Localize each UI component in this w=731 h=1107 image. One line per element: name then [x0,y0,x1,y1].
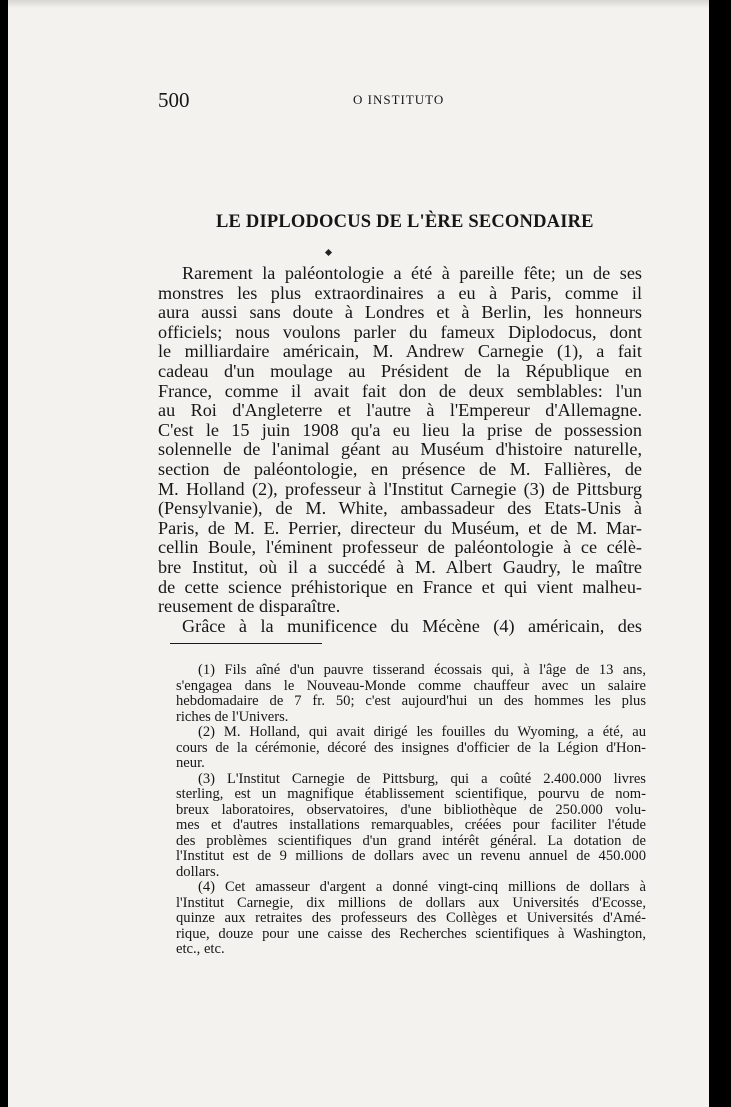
footnote-line: dollars. [176,864,220,880]
footnote-2 [176,725,646,772]
body-line: C'est le 15 juin 1908 qu'a eu lieu la prise de possession [158,420,642,440]
footnote-separator [170,643,322,644]
footnote-line: (4) Cet amasseur d'argent a donné vingt-cinq millions de dollars à [198,880,646,895]
body-line: solennelle de l'animal géant au Muséum d'histoire naturelle, [158,440,642,460]
body-line: monstres les plus extraordinaires a eu à Paris, comme il [158,283,642,303]
footnote-line: l'Institut Carnegie, dix millions de dollars aux Universités d'Ecosse, [176,895,646,911]
body-line: reusement de disparaître. [158,597,341,617]
body-line: au Roi d'Angleterre et l'autre à l'Empereur d'Allemagne. [158,401,642,421]
body-line: officiels; nous voulons parler du fameux Diplodocus, dont [158,322,642,342]
body-line: Paris, de M. E. Perrier, directeur du Muséum, et de M. Mar- [158,518,642,538]
body-line: cellin Boule, l'éminent professeur de paléontologie à ce célè- [158,538,642,558]
footnote-line: (3) L'Institut Carnegie de Pittsburg, qui a coûté 2.400.000 livres [198,771,646,787]
page-number: 500 [158,88,190,112]
footnote-line: neur. [176,756,205,771]
body-line: de cette science préhistorique en France et qui vient malheu- [158,577,642,597]
article-body [158,264,642,636]
footnote-line: sterling, est un magnifique établissement scientifique, pourvu de nom- [176,787,646,802]
body-line: aura aussi sans doute à Londres et à Berlin, les honneurs [158,303,642,323]
footnote-line: riches de l'Univers. [176,709,289,725]
body-line: Rarement la paléontologie a été à pareille fête; un de ses [182,264,642,283]
footnote-line: quinze aux retraites des professeurs des Collèges et Universités d'Amé- [176,911,646,926]
footnote-line: (2) M. Holland, qui avait dirigé les fouilles du Wyoming, a été, au [198,725,646,740]
running-head: O INSTITUTO [353,92,445,107]
footnote-line: des problèmes scientifiques d'un grand intérêt général. La dotation de [176,833,646,849]
footnote-line: cours de la cérémonie, décoré des insignes d'officier de la Légion d'Hon- [176,740,646,756]
footnote-line: s'engagea dans le Nouveau-Monde comme chauffeur avec un salaire [176,678,646,694]
footnote-line: mes et d'autres installations remarquables, créées pour faciliter l'étude [176,818,646,833]
body-line: (Pensylvanie), de M. White, ambassadeur des Etats-Unis à [158,499,642,519]
footnote-3 [176,772,646,881]
body-line: bre Institut, où il a succédé à M. Albert Gaudry, le maître [158,557,642,577]
footnote-4 [176,880,646,958]
article-title: LE DIPLODOCUS DE L'ÈRE SECONDAIRE [216,212,594,232]
footnote-line: (1) Fils aîné d'un pauvre tisserand écossais qui, à l'âge de 13 ans, [198,663,646,678]
footnote-line: breux laboratoires, observatoires, d'une bibliothèque de 250.000 volu- [176,802,646,818]
body-line: le milliardaire américain, M. Andrew Carnegie (1), a fait [158,342,642,362]
footnote-1 [176,663,646,725]
title-ornament [325,249,332,256]
body-line: France, comme il avait fait don de deux semblables: l'un [158,381,642,401]
footnotes [176,663,646,958]
footnote-line: rique, douze pour une caisse des Recherches scientifiques à Washington, [176,926,646,942]
footnote-line: l'Institut est de 9 millions de dollars avec un revenu annuel de 450.000 [176,849,646,864]
footnote-line: hebdomadaire de 7 fr. 50; c'est aujourd'hui un des hommes les plus [176,694,646,709]
body-line: cadeau d'un moulage au Président de la République en [158,361,642,381]
body-line: M. Holland (2), professeur à l'Institut Carnegie (3) de Pittsburg [158,479,642,499]
body-line: Grâce à la munificence du Mécène (4) américain, des [182,616,642,636]
footnote-line: etc., etc. [176,942,225,957]
book-page [8,0,720,1107]
scan-top-shadow [8,0,720,8]
scan-border-right [709,0,720,1107]
body-line: section de paléontologie, en présence de M. Fallières, de [158,459,642,479]
